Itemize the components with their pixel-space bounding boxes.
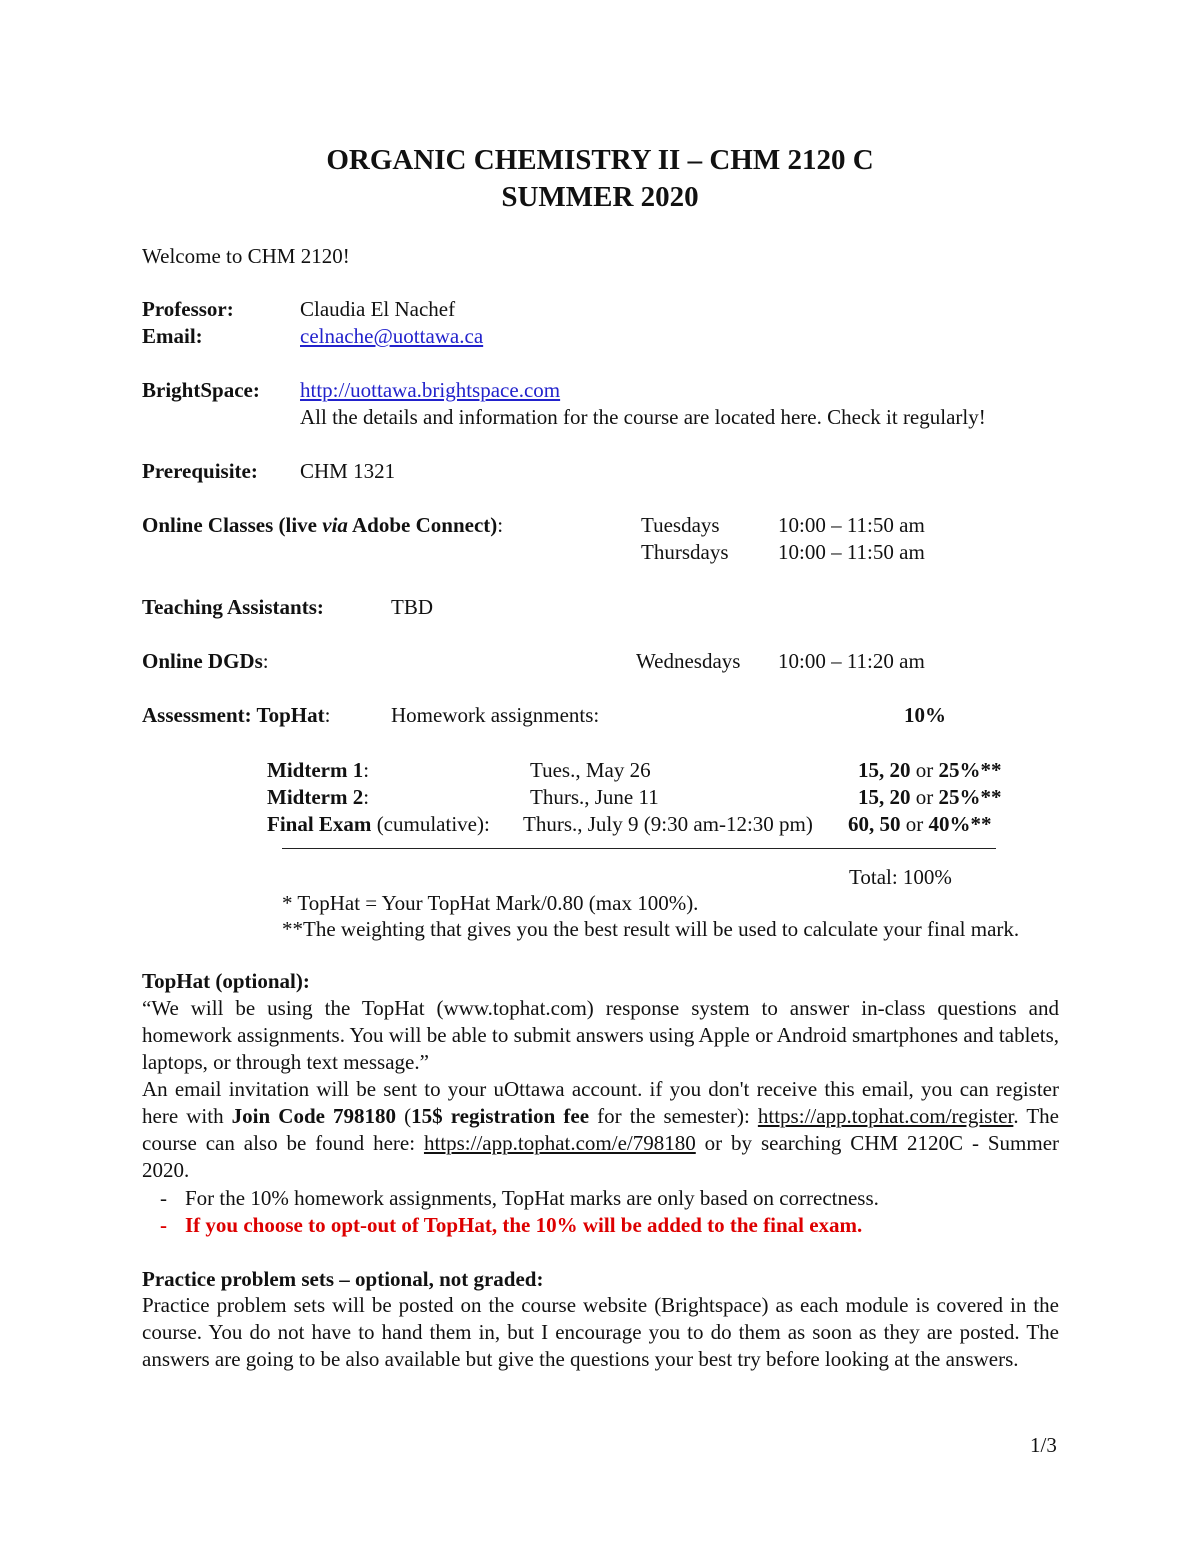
midterm1-weight: 15, 20 or 25%** [858, 758, 1002, 782]
homework-weight: 10% [904, 703, 946, 727]
online-classes-colon: : [497, 513, 504, 537]
homework-label: Homework assignments: [391, 703, 600, 727]
tophat-footnote: * TopHat = Your TopHat Mark/0.80 (max 100%). [282, 891, 699, 915]
brightspace-note: All the details and information for the course are located here. Check it regularly! [300, 405, 986, 429]
prerequisite-label: Prerequisite: [142, 459, 258, 483]
dgd-day: Wednesdays [636, 649, 741, 673]
professor-label: Professor: [142, 297, 234, 321]
midterm2-weight: 15, 20 or 25%** [858, 785, 1002, 809]
class-time-1: 10:00 – 11:50 am [778, 513, 925, 537]
midterm2-name: Midterm 2: [267, 785, 370, 809]
bullet-dash-1: - [160, 1186, 167, 1210]
email-link[interactable]: celnache@uottawa.ca [300, 324, 484, 348]
tophat-heading: TopHat (optional): [142, 969, 310, 993]
brightspace-label: BrightSpace: [142, 378, 260, 402]
final-exam-date: Thurs., July 9 (9:30 am-12:30 pm) [523, 812, 813, 836]
ta-value: TBD [391, 595, 433, 619]
midterm1-name: Midterm 1: [267, 758, 370, 782]
total-text: Total: 100% [849, 865, 952, 889]
midterm2-date: Thurs., June 11 [530, 785, 659, 809]
online-classes-label-pre: Online Classes (live [142, 513, 323, 537]
practice-body: Practice problem sets will be posted on the course website (Brightspace) as each module is covered in the course. You do not have to hand them in, but I encourage you to do them as soon as they are posted. The answers are going to be also available but give the questions your best try before looking at the answers. [142, 1293, 1059, 1371]
final-exam-name: Final Exam (cumulative): [267, 812, 490, 836]
professor-name: Claudia El Nachef [300, 297, 456, 321]
page-subtitle: SUMMER 2020 [501, 181, 699, 213]
welcome-text: Welcome to CHM 2120! [142, 244, 350, 268]
dgd-time: 10:00 – 11:20 am [778, 649, 925, 673]
assessment-label: Assessment: TopHat: [142, 703, 331, 727]
class-day-2: Thursdays [641, 540, 729, 564]
tophat-course-link[interactable]: https://app.tophat.com/e/798180 [423, 1131, 696, 1155]
final-exam-weight: 60, 50 or 40%** [848, 812, 992, 836]
online-classes-label-via: via [322, 513, 348, 537]
practice-heading: Practice problem sets – optional, not graded: [142, 1267, 544, 1291]
email-label: Email: [142, 324, 203, 348]
tophat-register-link[interactable]: https://app.tophat.com/register [757, 1104, 1014, 1128]
online-classes-label [142, 515, 503, 536]
tophat-bullet-optout: If you choose to opt-out of TopHat, the 10% will be added to the final exam. [185, 1213, 863, 1237]
online-classes-label-post: Adobe Connect) [347, 513, 498, 537]
brightspace-link[interactable]: http://uottawa.brightspace.com [300, 378, 561, 402]
tophat-registration: An email invitation will be sent to your uOttawa account. if you don't receive this email, you can register here with Join Code 798180 (15$ registration fee for the semester): https://app.tophat.com/register. The course can also be found here: https://app.tophat.com/e/798180 or by searching CHM 2120C - Summer 2020. [142, 1077, 1060, 1182]
page-number: 1/3 [1030, 1433, 1057, 1457]
page-title: ORGANIC CHEMISTRY II – CHM 2120 C [326, 144, 874, 176]
tophat-bullet-correctness: For the 10% homework assignments, TopHat marks are only based on correctness. [185, 1186, 879, 1210]
class-day-1: Tuesdays [641, 513, 720, 537]
ta-label: Teaching Assistants: [142, 595, 324, 619]
weighting-footnote: **The weighting that gives you the best result will be used to calculate your final mark. [282, 917, 1020, 941]
bullet-dash-2: - [160, 1213, 167, 1237]
class-time-2: 10:00 – 11:50 am [778, 540, 925, 564]
total-divider [282, 848, 996, 849]
tophat-quote: “We will be using the TopHat (www.tophat.com) response system to answer in-class questions and homework assignments. You will be able to submit answers using Apple or Android smartphones and tablets, laptops, or through text message.” [142, 996, 1059, 1074]
dgd-label: Online DGDs: [142, 649, 269, 673]
prerequisite-value: CHM 1321 [300, 459, 396, 483]
midterm1-date: Tues., May 26 [530, 758, 651, 782]
